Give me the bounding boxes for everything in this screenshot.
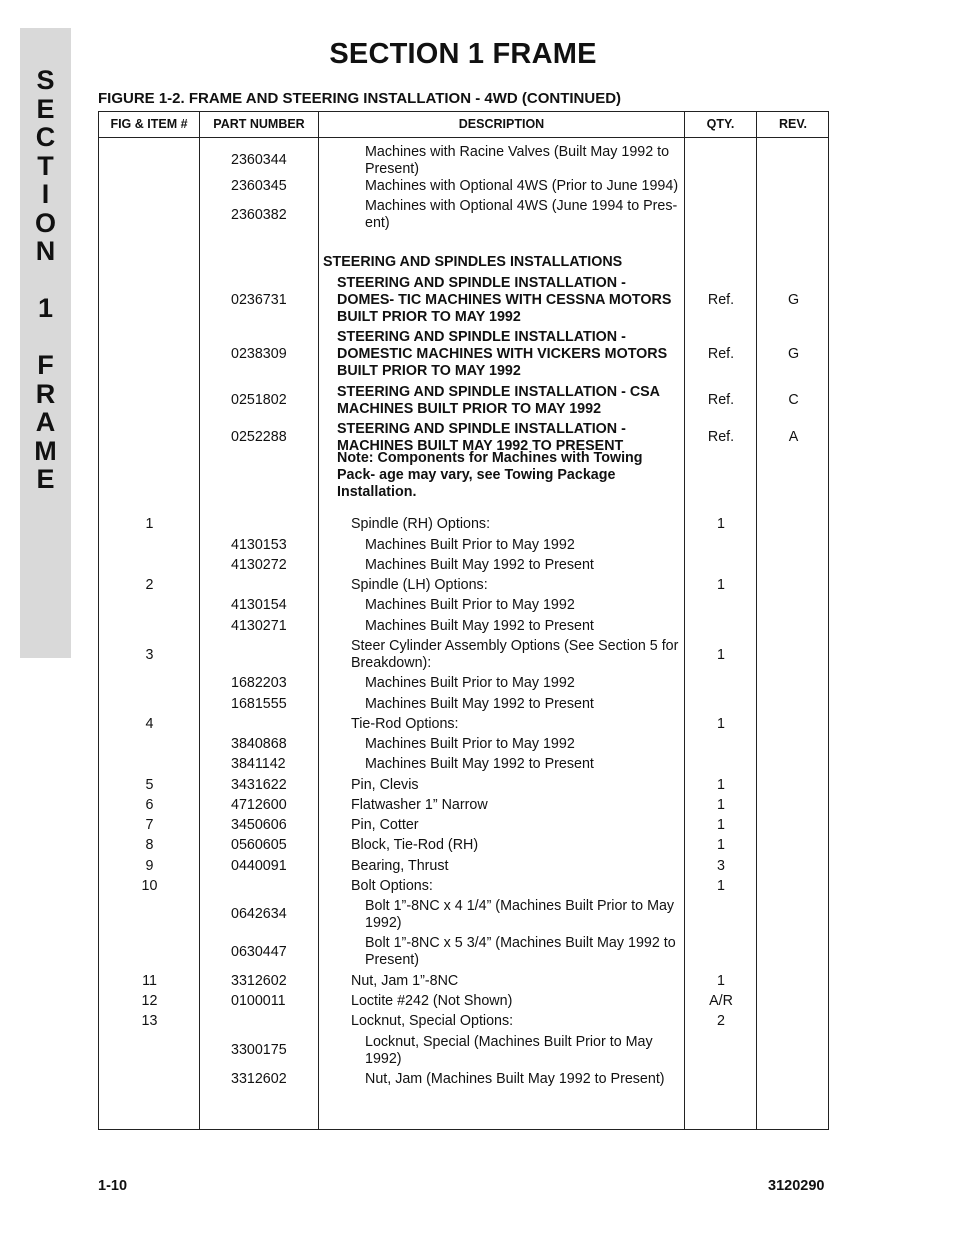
qty-cell [685,595,757,615]
description-cell: Pin, Cotter [351,816,419,833]
qty-cell: 1 [717,972,725,989]
part-number-cell: 2360344 [231,152,287,168]
description-cell: Machines Built Prior to May 1992 [365,596,575,613]
qty-cell: 1 [717,646,725,663]
qty-cell: Ref. [707,291,735,308]
header-qty: QTY. [706,117,735,131]
rev-cell [757,896,830,933]
fig-item-cell: 11 [142,972,157,989]
table-row [99,1069,830,1089]
rev-cell [757,535,830,555]
part-number-cell: 0642634 [231,906,287,922]
part-number-cell: 4130272 [231,556,287,573]
fig-item-cell [99,595,200,615]
rev-cell [757,694,830,714]
fig-item-cell [99,616,200,636]
rev-cell [757,856,830,876]
table-row [99,273,830,327]
qty-cell [685,1032,757,1069]
qty-cell [685,754,757,774]
rev-cell [757,754,830,774]
part-number-cell: 0238309 [231,345,287,362]
rev-cell [757,815,830,835]
table-row [99,795,830,815]
description-cell: Bolt Options: [351,877,433,894]
qty-cell [685,176,757,196]
part-number-cell [200,1011,319,1031]
rev-cell: A [788,429,799,445]
fig-item-cell [99,1069,200,1089]
part-number-cell [200,876,319,896]
fig-item-cell: 12 [141,992,158,1009]
qty-cell: 1 [717,836,725,853]
part-number-cell: 0560605 [231,836,287,853]
description-cell: Bearing, Thrust [351,857,449,874]
table-row [99,1011,830,1031]
description-cell: Loctite #242 (Not Shown) [351,992,513,1009]
rev-cell [757,457,830,494]
rev-cell: G [787,345,800,362]
description-cell: Locknut, Special Options: [351,1012,514,1029]
part-number-cell: 2360382 [231,206,287,223]
qty-cell: Ref. [707,345,735,362]
section-side-tab [20,28,71,658]
part-number-cell: 3312602 [231,972,287,989]
description-cell: Block, Tie-Rod (RH) [351,836,479,853]
rev-cell [757,514,830,534]
part-number-cell [200,575,319,595]
table-row [99,754,830,774]
part-number-cell: 2360345 [231,177,287,194]
qty-cell [685,555,757,575]
part-number-cell: 0630447 [231,943,287,960]
fig-item-cell: 1 [145,515,154,532]
part-number-cell: 1682203 [231,674,287,691]
table-row [99,815,830,835]
part-number-cell: 3431622 [231,776,287,793]
fig-item-cell [99,734,200,754]
table-row [99,176,830,196]
rev-cell [757,991,830,1011]
fig-item-cell: 9 [145,857,154,874]
document-number: 3120290 [768,1178,825,1194]
qty-cell: 2 [717,1012,725,1029]
qty-cell: 1 [717,877,725,894]
fig-item-cell [99,694,200,714]
side-tab-letter: R [35,378,56,409]
fig-item-cell [99,252,200,272]
qty-cell: 1 [717,776,725,793]
table-row [99,382,830,419]
page-title: SECTION 1 FRAME [329,38,597,70]
side-tab-letter: F [37,350,54,380]
table-row [99,327,830,381]
qty-cell: 1 [717,816,725,833]
rev-cell [757,575,830,595]
rev-cell [757,1011,830,1031]
description-cell: Locknut, Special (Machines Built Prior to May 1992) [365,1033,653,1067]
rev-cell [757,1032,830,1069]
qty-cell: Ref. [707,429,735,445]
rev-cell [757,616,830,636]
parts-table [98,111,829,1130]
fig-item-cell [99,457,200,494]
description-cell: Machines Built Prior to May 1992 [365,674,575,691]
part-number-cell: 4130153 [231,536,287,553]
qty-cell [685,694,757,714]
rev-cell: C [788,392,799,408]
part-number-cell: 4130271 [231,617,287,634]
table-row [99,616,830,636]
header-description: DESCRIPTION [458,117,545,131]
qty-cell [685,196,757,234]
description-cell: Machines with Optional 4WS (Prior to June 1994) [365,177,679,194]
description-cell: Machines Built Prior to May 1992 [365,735,575,752]
part-number-cell: 3312602 [231,1070,287,1087]
part-number-cell: 3450606 [231,816,287,833]
side-tab-letter: I [41,179,50,209]
part-number-cell: 3841142 [231,755,286,772]
part-number-cell: 0236731 [231,291,287,308]
rev-cell [757,795,830,815]
part-number-cell: 3840868 [231,735,287,752]
fig-item-cell [99,673,200,693]
side-tab-letter: N [35,236,56,266]
qty-cell: 3 [717,857,725,874]
side-tab-letter: M [34,435,57,466]
qty-cell: 1 [717,715,725,732]
table-row [99,555,830,575]
table-row [99,535,830,555]
fig-item-cell: 10 [141,877,158,894]
side-tab-letter: A [35,407,56,437]
side-tab-letter: E [36,93,55,124]
qty-cell: A/R [709,992,733,1009]
table-row [99,595,830,615]
description-cell: Pin, Clevis [351,776,419,793]
table-row [99,835,830,855]
fig-item-cell [99,896,200,933]
qty-cell [685,673,757,693]
rev-cell [757,555,830,575]
fig-item-cell [99,327,200,381]
qty-cell: 1 [717,796,725,813]
fig-item-cell: 6 [145,796,154,813]
figure-title: FIGURE 1-2. FRAME AND STEERING INSTALLATION - 4WD (CONTINUED) [98,90,622,107]
description-cell: STEERING AND SPINDLE INSTALLATION - CSA MACHINES BUILT PRIOR TO MAY 1992 [337,383,660,417]
description-cell: Machines with Racine Valves (Built May 1992 to Present) [365,143,670,177]
table-row [99,673,830,693]
fig-item-cell [99,382,200,419]
description-cell: Machines Built May 1992 to Present [365,556,594,573]
side-tab-letter: C [35,122,56,152]
table-row [99,714,830,734]
fig-item-cell [99,754,200,774]
part-number-cell: 1681555 [231,695,287,712]
side-tab-letter: T [37,150,54,181]
header-part-number: PART NUMBER [213,117,305,131]
description-cell: Machines Built May 1992 to Present [365,617,594,634]
description-cell: Nut, Jam 1”-8NC [351,972,459,989]
description-cell: Bolt 1”-8NC x 4 1/4” (Machines Built Prior to May 1992) [365,897,675,931]
fig-item-cell: 2 [145,576,154,593]
table-row [99,450,830,500]
table-row [99,775,830,795]
part-number-cell [200,514,319,534]
fig-item-cell [99,196,200,234]
fig-item-cell: 5 [145,776,154,793]
fig-item-cell: 4 [145,715,154,732]
part-number-cell [200,714,319,734]
fig-item-cell [99,273,200,327]
fig-item-cell [99,419,200,456]
qty-cell [685,734,757,754]
table-row [99,876,830,896]
description-cell: Flatwasher 1” Narrow [351,796,488,813]
table-row [99,856,830,876]
description-cell: Machines with Optional 4WS (June 1994 to Pres- ent) [365,198,678,231]
rev-cell [757,734,830,754]
description-cell: Machines Built May 1992 to Present [365,695,594,712]
rev-cell [757,252,830,272]
part-number-cell [200,252,319,272]
table-row [99,991,830,1011]
header-rev: REV. [778,117,808,131]
side-tab-letter: E [36,464,55,494]
description-cell: Steer Cylinder Assembly Options (See Section 5 for Breakdown): [351,638,679,671]
rev-cell [757,933,830,971]
rev-cell [757,714,830,734]
part-number-cell: 4712600 [231,796,287,813]
fig-item-cell: 8 [145,836,154,853]
description-cell: STEERING AND SPINDLE INSTALLATION - DOMESTIC MACHINES WITH VICKERS MOTORS BUILT PRIOR TO MAY 1992 [337,328,668,379]
table-row [99,933,830,971]
rev-cell [757,595,830,615]
part-number-cell [200,636,319,674]
qty-cell [685,535,757,555]
table-row [99,514,830,534]
qty-cell: Ref. [707,392,735,408]
part-number-cell: 4130154 [231,596,287,613]
table-row [99,196,830,234]
fig-item-cell [99,555,200,575]
rev-cell [757,673,830,693]
description-cell: STEERING AND SPINDLE INSTALLATION - DOMES- TIC MACHINES WITH CESSNA MOTORS BUILT PRIOR TO MAY 1992 [337,274,672,325]
part-number-cell: 0252288 [231,429,287,445]
rev-cell [757,971,830,991]
rev-cell [757,176,830,196]
description-cell: Machines Built May 1992 to Present [365,755,594,772]
rev-cell [757,196,830,234]
qty-cell: 1 [717,515,725,532]
side-tab-letter: S [36,65,55,95]
table-row [99,971,830,991]
header-fig-item: FIG & ITEM # [110,117,188,131]
fig-item-cell: 13 [141,1012,158,1029]
rev-cell [757,835,830,855]
rev-cell [757,1069,830,1089]
description-cell: Bolt 1”-8NC x 5 3/4” (Machines Built May 1992 to Present) [365,935,676,968]
page-number: 1-10 [98,1178,128,1194]
qty-cell [685,457,757,494]
qty-cell [685,933,757,971]
table-row [99,636,830,674]
side-tab-label [20,66,71,494]
rev-cell [757,775,830,795]
rev-cell [757,876,830,896]
qty-cell [685,252,757,272]
table-row [99,896,830,933]
part-number-cell: 0440091 [231,857,287,874]
fig-item-cell: 7 [145,816,154,833]
table-row [99,734,830,754]
part-number-cell: 0251802 [231,392,287,408]
description-cell: Machines Built Prior to May 1992 [365,536,575,553]
side-tab-letter: 1 [37,293,54,323]
table-row [99,575,830,595]
description-cell: Tie-Rod Options: [351,715,459,732]
table-row [99,252,830,272]
description-cell: Spindle (RH) Options: [351,515,491,532]
part-number-cell: 0100011 [231,992,286,1009]
description-cell: Spindle (LH) Options: [351,576,488,593]
description-cell: Note: Components for Machines with Towing Pack- age may vary, see Towing Package Installation. [337,450,643,500]
part-number-cell: 3300175 [231,1042,287,1058]
fig-item-cell [99,1032,200,1069]
side-tab-letter: O [34,207,56,238]
table-row [99,694,830,714]
fig-item-cell: 3 [145,646,154,663]
fig-item-cell [99,535,200,555]
description-cell: STEERING AND SPINDLES INSTALLATIONS [323,253,623,270]
rev-cell: G [787,291,800,308]
qty-cell [685,896,757,933]
fig-item-cell [99,933,200,971]
fig-item-cell [99,176,200,196]
part-number-cell [200,457,319,494]
table-row [99,1032,830,1069]
qty-cell: 1 [717,576,725,593]
description-cell: STEERING AND SPINDLE INSTALLATION - MACHINES BUILT MAY 1992 TO PRESENT [337,420,626,454]
description-cell: Nut, Jam (Machines Built May 1992 to Present) [365,1070,665,1087]
rev-cell [757,636,830,674]
qty-cell [685,616,757,636]
qty-cell [685,1069,757,1089]
